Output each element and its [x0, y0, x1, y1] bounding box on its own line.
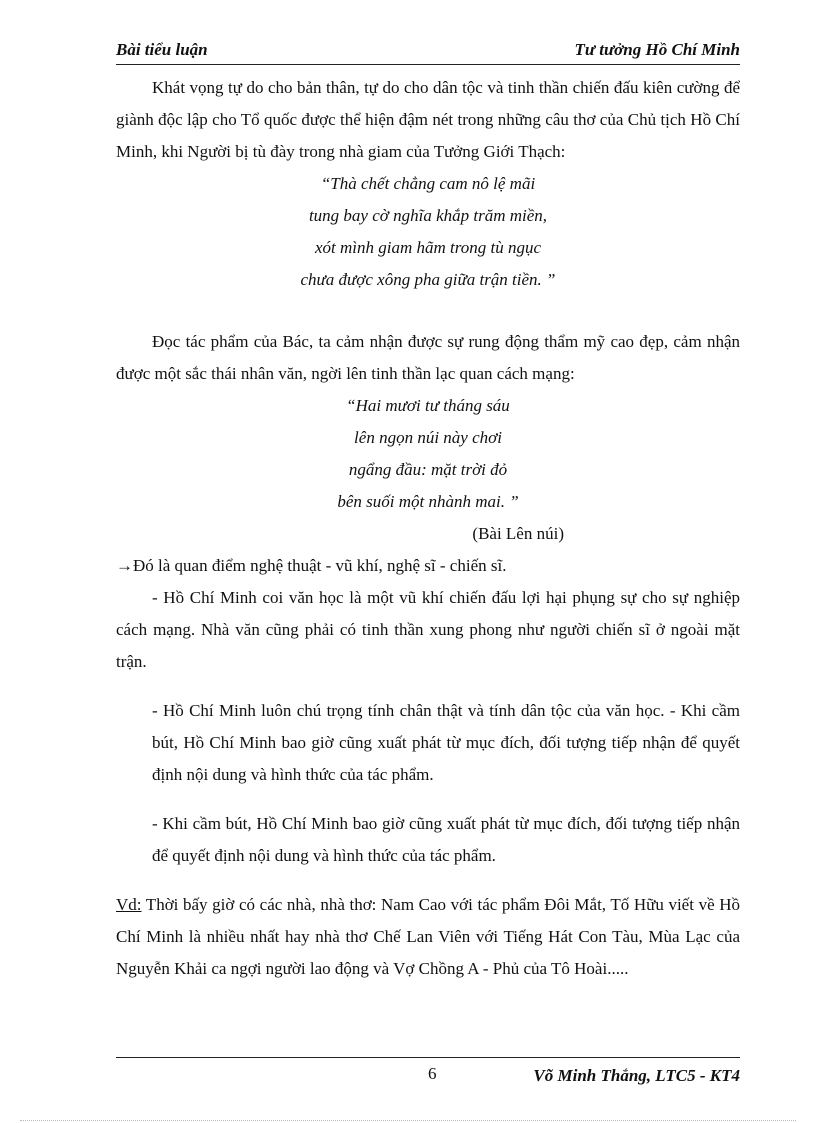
- poem-2-line: bên suối một nhành mai. ”: [337, 492, 519, 511]
- poem-1-line: tung bay cờ nghĩa khắp trăm miền,: [308, 206, 548, 225]
- conclusion-line: →Đó là quan điểm nghệ thuật - vũ khí, nghệ sĩ - chiến sĩ.: [116, 556, 507, 575]
- point-3: - Khi cầm bút, Hồ Chí Minh bao giờ cũng xuất phát từ mục đích, đối tượng tiếp nhận để quyết định nội dung và hình thức của tác phẩm.: [152, 814, 740, 865]
- poem-1: [116, 168, 740, 296]
- page-body: [116, 72, 740, 985]
- paragraph-2: Đọc tác phẩm của Bác, ta cảm nhận được sự rung động thẩm mỹ cao đẹp, cảm nhận được một sắc thái nhân văn, ngời lên tinh thần lạc quan cách mạng:: [116, 332, 740, 383]
- point-1: - Hồ Chí Minh coi văn học là một vũ khí chiến đấu lợi hại phụng sự cho sự nghiệp cách mạng. Nhà văn cũng phải có tinh thần xung phong như người chiến sĩ ở ngoài mặt trận.: [116, 588, 740, 671]
- header-right: Tư tưởng Hồ Chí Minh: [574, 40, 740, 59]
- example-text: Thời bấy giờ có các nhà, nhà thơ: Nam Cao với tác phẩm Đôi Mắt, Tố Hữu viết về Hồ Chí Minh là nhiều nhất hay nhà thơ Chế Lan Viên với Tiếng Hát Con Tàu, Mùa Lạc của Nguyễn Khải ca ngợi người lao động và Vợ Chồng A - Phủ của Tô Hoài.....: [116, 895, 740, 978]
- paragraph-1: Khát vọng tự do cho bản thân, tự do cho dân tộc và tinh thần chiến đấu kiên cường để giành độc lập cho Tổ quốc được thể hiện đậm nét trong những câu thơ của Chủ tịch Hồ Chí Minh, khi Người bị tù đày trong nhà giam của Tưởng Giới Thạch:: [116, 78, 740, 161]
- poem-1-line: chưa được xông pha giữa trận tiền. ”: [300, 270, 556, 289]
- example-paragraph: [116, 889, 740, 985]
- point-2: - Hồ Chí Minh luôn chú trọng tính chân thật và tính dân tộc của văn học. - Khi cầm bút, Hồ Chí Minh bao giờ cũng xuất phát từ mục đích, đối tượng tiếp nhận để quyết định nội dung và hình thức của tác phẩm.: [152, 701, 740, 784]
- poem-2-line: “Hai mươi tư tháng sáu: [346, 396, 510, 415]
- page-bottom-divider: [20, 1120, 796, 1121]
- spacer: [116, 296, 740, 326]
- header-left: Bài tiểu luận: [116, 40, 208, 59]
- page-footer: [116, 1057, 740, 1092]
- example-label: Vd:: [116, 895, 142, 914]
- poem-2-line: ngẩng đầu: mặt trời đỏ: [348, 460, 508, 479]
- page-number: 6: [428, 1064, 437, 1083]
- footer-author: Võ Minh Thắng, LTC5 - KT4: [533, 1066, 740, 1085]
- page-header: [116, 36, 740, 65]
- poem-1-line: xót mình giam hãm trong tù ngục: [314, 238, 542, 257]
- poem-2: [116, 390, 740, 518]
- poem-1-line: “Thà chết chẳng cam nô lệ mãi: [320, 174, 536, 193]
- poem-2-line: lên ngọn núi này chơi: [354, 428, 502, 447]
- poem-2-source: (Bài Lên núi): [472, 524, 564, 543]
